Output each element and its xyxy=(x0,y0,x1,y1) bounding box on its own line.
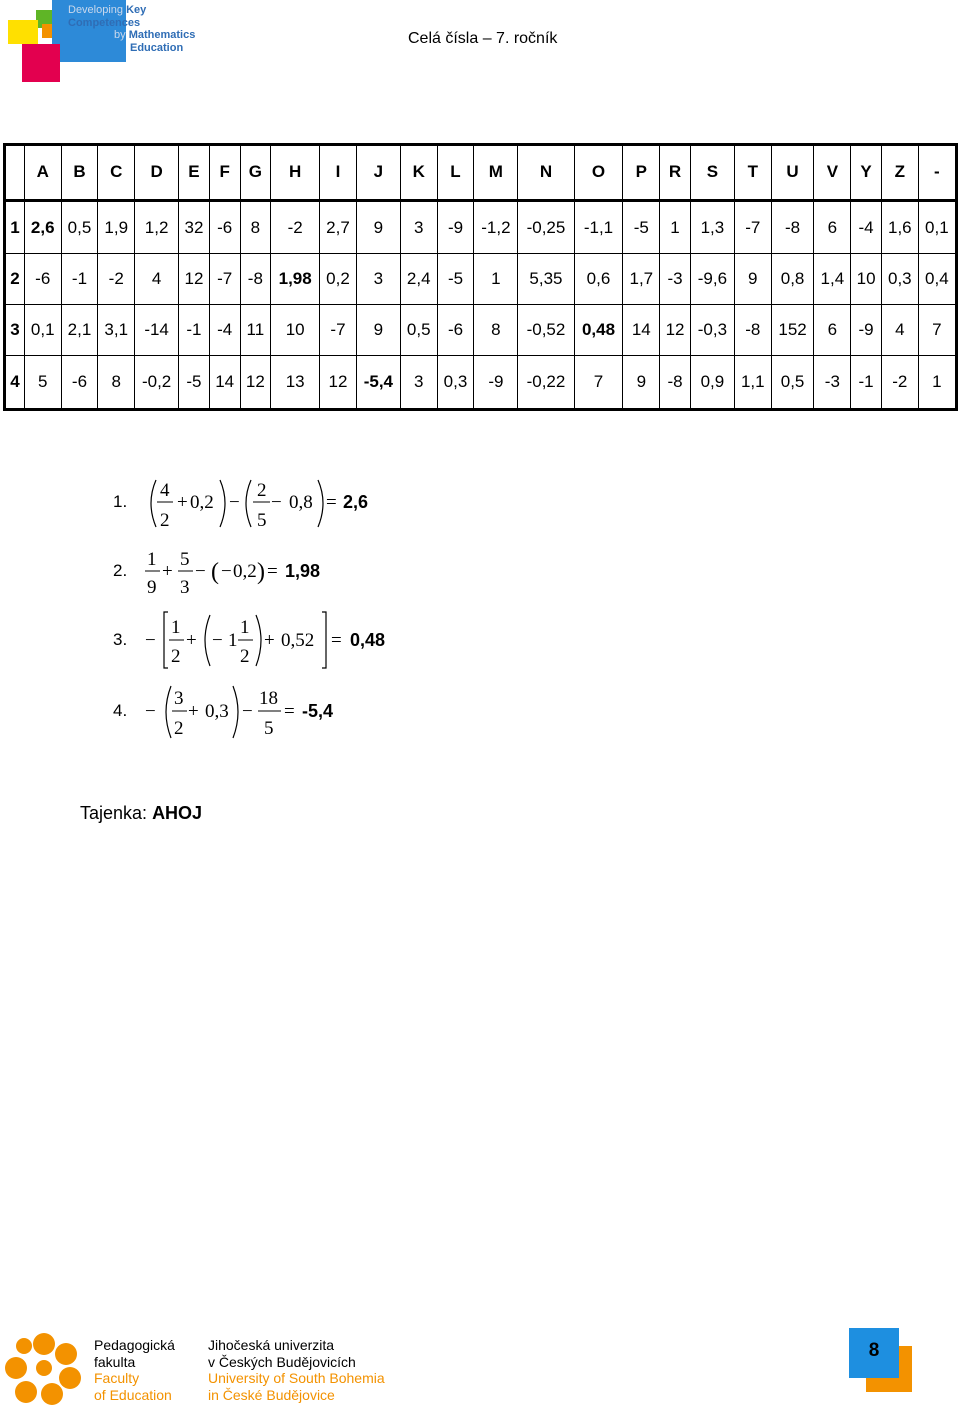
table-cell: -8 xyxy=(660,356,691,410)
table-cell: 1,1 xyxy=(734,356,771,410)
table-cell: 10 xyxy=(271,305,320,356)
equation-number: 3. xyxy=(113,630,128,649)
table-cell: -6 xyxy=(24,254,61,305)
table-cell: -1,1 xyxy=(574,200,623,253)
column-letter: N xyxy=(518,145,574,201)
table-cell: 10 xyxy=(851,254,882,305)
logo-line-developing: Developing xyxy=(68,4,124,16)
column-letter: Y xyxy=(851,145,882,201)
equation-3-expression xyxy=(140,610,380,674)
table-cell: 0,5 xyxy=(61,200,98,253)
faculty-name xyxy=(94,1337,175,1403)
faculty-flower-logo xyxy=(4,1330,84,1406)
svg-text:0,2: 0,2 xyxy=(190,492,214,513)
solution-answer: AHOJ xyxy=(152,803,203,823)
table-cell: -7 xyxy=(209,254,240,305)
solution-line xyxy=(80,803,202,824)
table-cell: -8 xyxy=(240,254,271,305)
logo-line-by: by xyxy=(114,29,126,41)
table-cell: 1,98 xyxy=(271,254,320,305)
table-cell: 13 xyxy=(271,356,320,410)
svg-text:0,3: 0,3 xyxy=(205,701,229,722)
faculty-line: Pedagogická xyxy=(94,1337,175,1353)
university-line: Jihočeská univerzita xyxy=(208,1337,335,1353)
svg-text:2: 2 xyxy=(240,646,250,667)
university-line: in České Budějovice xyxy=(208,1386,335,1403)
svg-text:1: 1 xyxy=(240,617,250,638)
equation-3 xyxy=(0,610,600,674)
svg-text:1: 1 xyxy=(228,630,238,651)
table-cell: 0,48 xyxy=(574,305,623,356)
table-cell: 14 xyxy=(623,305,660,356)
logo-square-red xyxy=(22,44,60,82)
table-cell: 7 xyxy=(574,356,623,410)
table-cell: -7 xyxy=(734,200,771,253)
faculty-line: Faculty xyxy=(94,1370,140,1386)
table-cell: 8 xyxy=(240,200,271,253)
column-letter: C xyxy=(98,145,135,201)
table-cell: -4 xyxy=(209,305,240,356)
svg-text:2: 2 xyxy=(257,480,267,501)
table-cell: 1,4 xyxy=(814,254,851,305)
table-cell: -0,25 xyxy=(518,200,574,253)
table-cell: -5,4 xyxy=(356,356,400,410)
table-cell: -8 xyxy=(771,200,814,253)
equation-4 xyxy=(0,682,600,744)
svg-text:0,8: 0,8 xyxy=(289,492,313,513)
table-row xyxy=(5,200,957,253)
table-cell: 1 xyxy=(474,254,518,305)
table-cell: 9 xyxy=(734,254,771,305)
svg-text:+: + xyxy=(177,492,188,513)
logo-line-key: Key Competences xyxy=(68,4,147,29)
table-cell: 0,5 xyxy=(771,356,814,410)
table-cell: -3 xyxy=(814,356,851,410)
svg-text:=: = xyxy=(267,561,278,582)
table-cell: 9 xyxy=(356,200,400,253)
solution-label: Tajenka: xyxy=(80,803,148,823)
table-cell: 5 xyxy=(24,356,61,410)
faculty-line: of Education xyxy=(94,1386,172,1403)
table-cell: 5,35 xyxy=(518,254,574,305)
svg-text:1: 1 xyxy=(147,549,157,570)
column-letter: O xyxy=(574,145,623,201)
table-cell: 12 xyxy=(240,356,271,410)
table-cell: -0,52 xyxy=(518,305,574,356)
table-cell: 0,1 xyxy=(24,305,61,356)
svg-text:−: − xyxy=(145,701,156,722)
logo-line-education: Education xyxy=(130,41,184,54)
table-cell: 2,6 xyxy=(24,200,61,253)
equation-result: 1,98 xyxy=(285,561,321,581)
equation-1 xyxy=(0,475,600,535)
svg-text:): ) xyxy=(257,559,265,585)
table-cell: 3 xyxy=(356,254,400,305)
logo-line-math: Mathematics xyxy=(128,29,196,41)
column-letter: T xyxy=(734,145,771,201)
column-letter: Z xyxy=(881,145,918,201)
table-cell: -6 xyxy=(437,305,474,356)
table-cell: -2 xyxy=(98,254,135,305)
table-cell: 0,5 xyxy=(400,305,437,356)
table-cell: -7 xyxy=(320,305,357,356)
page-title: Celá čísla – 7. ročník xyxy=(408,30,558,47)
column-letter: H xyxy=(271,145,320,201)
column-letter: B xyxy=(61,145,98,201)
row-number: 2 xyxy=(5,254,25,305)
column-letter: R xyxy=(660,145,691,201)
table-cell: 0,3 xyxy=(437,356,474,410)
table-cell: -9 xyxy=(437,200,474,253)
svg-text:−: − xyxy=(212,630,223,651)
table-cell: 1,3 xyxy=(690,200,734,253)
column-letter: U xyxy=(771,145,814,201)
table-cell: 9 xyxy=(623,356,660,410)
table-cell: 0,2 xyxy=(320,254,357,305)
table-cell: -9,6 xyxy=(690,254,734,305)
table-cell: 4 xyxy=(135,254,179,305)
equation-result: 2,6 xyxy=(343,492,369,512)
svg-text:−: − xyxy=(242,701,253,722)
column-letter: M xyxy=(474,145,518,201)
table-cell: 2,4 xyxy=(400,254,437,305)
svg-text:1: 1 xyxy=(171,617,181,638)
svg-text:−: − xyxy=(221,561,232,582)
table-row xyxy=(5,305,957,356)
table-cell: 2,7 xyxy=(320,200,357,253)
table-cell: 152 xyxy=(771,305,814,356)
table-cell: -5 xyxy=(437,254,474,305)
table-cell: -6 xyxy=(61,356,98,410)
svg-text:+: + xyxy=(264,630,275,651)
logo-text xyxy=(68,4,216,54)
svg-text:9: 9 xyxy=(147,577,157,598)
svg-text:18: 18 xyxy=(259,688,278,709)
table-cell: -1,2 xyxy=(474,200,518,253)
svg-text:−: − xyxy=(229,492,240,513)
column-letter: I xyxy=(320,145,357,201)
table-cell: 8 xyxy=(474,305,518,356)
table-cell: 3 xyxy=(400,200,437,253)
table-cell: 12 xyxy=(320,356,357,410)
table-cell: 11 xyxy=(240,305,271,356)
svg-text:3: 3 xyxy=(174,688,184,709)
table-cell: 4 xyxy=(881,305,918,356)
table-cell: -0,22 xyxy=(518,356,574,410)
table-cell: 12 xyxy=(179,254,210,305)
svg-text:2: 2 xyxy=(171,646,181,667)
svg-text:0,52: 0,52 xyxy=(281,630,315,651)
fraction-numerator: 4 xyxy=(160,480,170,501)
column-letter: G xyxy=(240,145,271,201)
table-cell: 1,7 xyxy=(623,254,660,305)
table-cell: -3 xyxy=(660,254,691,305)
table-cell: 1,2 xyxy=(135,200,179,253)
table-cell: -5 xyxy=(179,356,210,410)
table-cell: 8 xyxy=(98,356,135,410)
fraction-denominator: 2 xyxy=(160,510,170,531)
faculty-line: fakulta xyxy=(94,1353,136,1370)
svg-text:0,2: 0,2 xyxy=(233,561,257,582)
table-header-row xyxy=(5,145,957,201)
row-number: 3 xyxy=(5,305,25,356)
table-cell: -9 xyxy=(474,356,518,410)
table-cell: 2,1 xyxy=(61,305,98,356)
equation-result: -5,4 xyxy=(302,701,334,721)
table-cell: 0,8 xyxy=(771,254,814,305)
table-cell: 32 xyxy=(179,200,210,253)
table-cell: 9 xyxy=(356,305,400,356)
table-corner-cell xyxy=(5,145,25,201)
svg-text:+: + xyxy=(162,561,173,582)
table-cell: 0,6 xyxy=(574,254,623,305)
column-letter: A xyxy=(24,145,61,201)
svg-text:2: 2 xyxy=(174,718,184,739)
column-letter: L xyxy=(437,145,474,201)
table-cell: 1 xyxy=(660,200,691,253)
column-letter: K xyxy=(400,145,437,201)
table-cell: 1 xyxy=(918,356,956,410)
svg-text:(: ( xyxy=(211,559,219,585)
table-row xyxy=(5,254,957,305)
logo-square-yellow xyxy=(8,20,38,44)
svg-text:=: = xyxy=(331,630,342,651)
table-cell: -2 xyxy=(881,356,918,410)
table-cell: -6 xyxy=(209,200,240,253)
column-letter: D xyxy=(135,145,179,201)
svg-text:−: − xyxy=(145,630,156,651)
svg-text:−: − xyxy=(271,492,282,513)
table-cell: -5 xyxy=(623,200,660,253)
table-cell: -1 xyxy=(179,305,210,356)
table-cell: -1 xyxy=(61,254,98,305)
column-letter: P xyxy=(623,145,660,201)
svg-text:5: 5 xyxy=(264,718,274,739)
table-cell: 0,3 xyxy=(881,254,918,305)
table-cell: 0,9 xyxy=(690,356,734,410)
table-cell: -0,3 xyxy=(690,305,734,356)
university-name xyxy=(208,1337,385,1403)
table-cell: 7 xyxy=(918,305,956,356)
page-number: 8 xyxy=(868,1340,880,1361)
table-cell: -8 xyxy=(734,305,771,356)
table-cell: -0,2 xyxy=(135,356,179,410)
column-letter: - xyxy=(918,145,956,201)
table-cell: 0,1 xyxy=(918,200,956,253)
table-cell: 3 xyxy=(400,356,437,410)
table-cell: 12 xyxy=(660,305,691,356)
equation-number: 1. xyxy=(113,492,128,511)
row-number: 4 xyxy=(5,356,25,410)
column-letter: V xyxy=(814,145,851,201)
table-cell: 14 xyxy=(209,356,240,410)
table-cell: -1 xyxy=(851,356,882,410)
table-cell: 6 xyxy=(814,305,851,356)
table-cell: 1,6 xyxy=(881,200,918,253)
svg-text:=: = xyxy=(326,492,337,513)
svg-text:3: 3 xyxy=(180,577,190,598)
table-cell: -9 xyxy=(851,305,882,356)
project-logo xyxy=(6,0,216,86)
cipher-table xyxy=(3,143,958,411)
row-number: 1 xyxy=(5,200,25,253)
equation-number: 2. xyxy=(113,561,128,580)
svg-text:+: + xyxy=(186,630,197,651)
equation-number: 4. xyxy=(113,701,128,720)
svg-text:+: + xyxy=(188,701,199,722)
table-cell: 0,4 xyxy=(918,254,956,305)
table-cell: -14 xyxy=(135,305,179,356)
table-cell: 3,1 xyxy=(98,305,135,356)
column-letter: E xyxy=(179,145,210,201)
svg-text:5: 5 xyxy=(257,510,267,531)
equation-2 xyxy=(0,545,600,605)
equation-result: 0,48 xyxy=(350,630,386,650)
university-line: v Českých Budějovicích xyxy=(208,1353,356,1370)
table-row xyxy=(5,356,957,410)
table-cell: -4 xyxy=(851,200,882,253)
table-cell: 1,9 xyxy=(98,200,135,253)
table-cell: 6 xyxy=(814,200,851,253)
column-letter: F xyxy=(209,145,240,201)
column-letter: S xyxy=(690,145,734,201)
svg-text:−: − xyxy=(195,561,206,582)
svg-text:5: 5 xyxy=(180,549,190,570)
university-line: University of South Bohemia xyxy=(208,1370,385,1386)
table-cell: -2 xyxy=(271,200,320,253)
svg-text:=: = xyxy=(284,701,295,722)
column-letter: J xyxy=(356,145,400,201)
